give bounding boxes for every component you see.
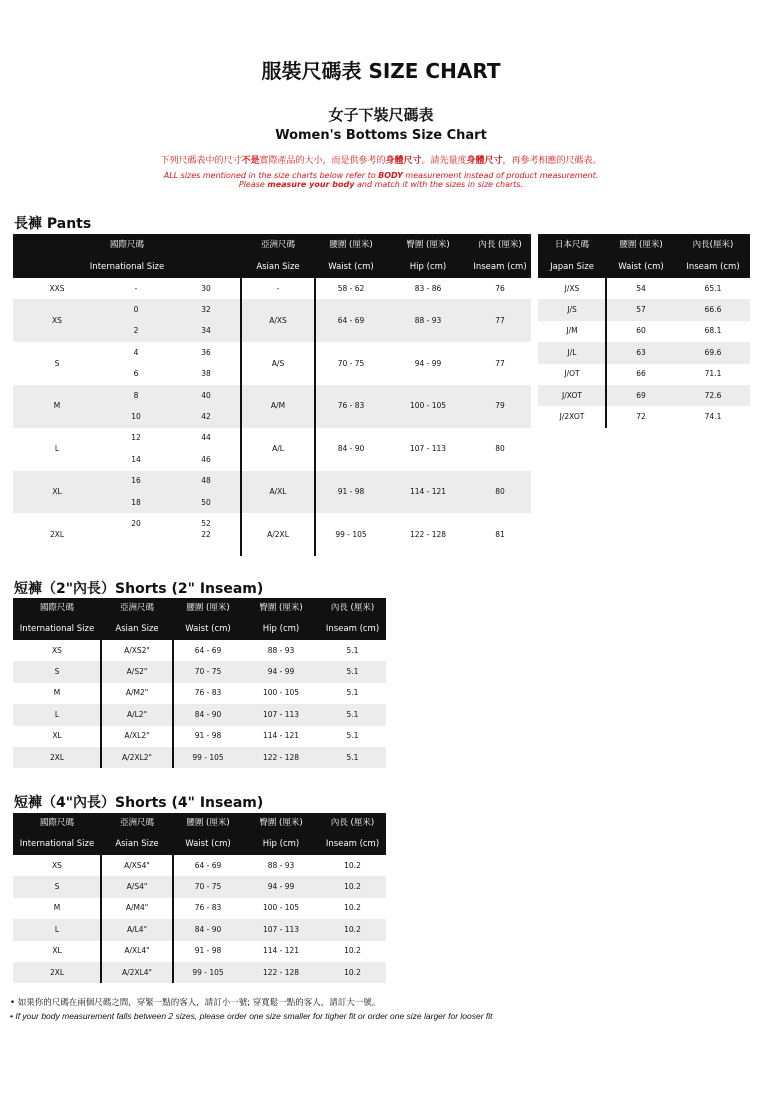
- table-row: [13, 299, 531, 342]
- table-row: [538, 299, 750, 320]
- japan-cell: J/XS: [564, 283, 580, 293]
- divider: [605, 278, 607, 428]
- pants-header-zh: 腰圍 (厘米): [329, 240, 373, 250]
- table-row: [538, 278, 750, 299]
- waist: 84 - 90: [337, 444, 365, 454]
- shorts4-cell: A/L4": [126, 924, 148, 934]
- table-row: [13, 513, 531, 556]
- hip: 94 - 99: [414, 358, 442, 368]
- eu-size: 30: [201, 283, 211, 293]
- pants-header-en: Inseam (cm): [473, 262, 527, 272]
- us-size: 10: [131, 412, 141, 422]
- japan-cell: 72: [636, 412, 646, 422]
- japan-cell: 57: [636, 305, 646, 315]
- divider: [240, 278, 242, 556]
- japan-cell: J/L: [567, 347, 577, 357]
- shorts4-header-en: Waist (cm): [185, 839, 231, 849]
- japan-header-en: Japan Size: [550, 262, 594, 272]
- divider: [100, 640, 102, 768]
- japan-cell: 68.1: [704, 326, 722, 336]
- shorts2-cell: 107 - 113: [262, 709, 300, 719]
- shorts4-cell: 76 - 83: [194, 903, 222, 913]
- shorts4-cell: 114 - 121: [262, 946, 300, 956]
- shorts4-cell: 10.2: [344, 882, 361, 892]
- table-row: [538, 321, 750, 342]
- pants-header-en: International Size: [89, 262, 165, 272]
- japan-cell: 69.6: [704, 347, 722, 357]
- eu-size: 40: [201, 390, 211, 400]
- pants-section-title: 長褲 Pants: [14, 216, 92, 232]
- shorts4-header-zh: 內長 (厘米): [330, 818, 375, 828]
- asian-size: A/L: [272, 444, 284, 454]
- eu-size: 34: [201, 326, 211, 336]
- japan-cell: 74.1: [704, 412, 722, 422]
- pants-header-en: Asian Size: [256, 262, 300, 272]
- shorts4-cell: A/XL4": [124, 946, 150, 956]
- inseam: 76: [495, 283, 505, 293]
- shorts4-cell: 10.2: [344, 860, 361, 870]
- waist: 91 - 98: [337, 486, 365, 496]
- japan-cell: 72.6: [704, 390, 722, 400]
- shorts4-cell: XS: [52, 860, 62, 870]
- asian-size: A/S: [271, 358, 285, 368]
- shorts4-cell: S: [54, 882, 60, 892]
- shorts2-header-zh: 臀圍 (厘米): [259, 603, 303, 613]
- shorts2-cell: 84 - 90: [194, 709, 222, 719]
- shorts2-header-en: Asian Size: [115, 624, 159, 634]
- subtitle-en: Women's Bottoms Size Chart: [275, 128, 487, 143]
- divider: [172, 640, 174, 768]
- shorts2-cell: 114 - 121: [262, 731, 300, 741]
- shorts2-cell: 5.1: [346, 709, 359, 719]
- japan-header-zh: 腰圍 (厘米): [619, 240, 663, 250]
- shorts4-table: [13, 813, 386, 985]
- shorts2-header-zh: 國際尺碼: [39, 603, 74, 613]
- waist: 99 - 105: [335, 529, 367, 539]
- japan-cell: 54: [636, 283, 646, 293]
- us-size: 8: [133, 390, 139, 400]
- japan-cell: J/M: [566, 326, 578, 336]
- shorts2-header-en: Inseam (cm): [325, 624, 380, 634]
- inseam: 80: [495, 444, 505, 454]
- japan-header-en: Inseam (cm): [686, 262, 740, 272]
- shorts2-header-zh: 腰圍 (厘米): [186, 603, 230, 613]
- table-row: [13, 428, 531, 471]
- asian-size: A/XS: [269, 315, 287, 325]
- eu-size: 50: [201, 497, 211, 507]
- shorts4-cell: 94 - 99: [267, 882, 295, 892]
- shorts4-cell: XL: [52, 946, 62, 956]
- shorts4-cell: 10.2: [344, 946, 361, 956]
- table-row: [13, 747, 386, 768]
- shorts2-section-title: 短褲（2"內長）Shorts (2" Inseam): [14, 581, 264, 597]
- asian-size: A/M: [270, 401, 286, 411]
- pants-table: [13, 234, 531, 558]
- shorts4-cell: A/2XL4": [122, 967, 152, 977]
- table-row: [13, 898, 386, 919]
- shorts4-cell: A/XS4": [124, 860, 150, 870]
- shorts2-cell: 2XL: [49, 752, 65, 762]
- intl-size: XS: [52, 315, 62, 325]
- table-row: [538, 342, 750, 363]
- footer-note-en: • If your body measurement falls between 2 sizes, please order one size smaller for tigher fit or order one size larger for looser fit: [10, 1011, 493, 1021]
- shorts2-cell: 5.1: [346, 667, 359, 677]
- us-size: 2: [133, 326, 139, 336]
- table-row: [13, 661, 386, 682]
- japan-cell: 63: [636, 347, 646, 357]
- japan-size-table: [538, 234, 750, 430]
- shorts4-cell: 84 - 90: [194, 924, 222, 934]
- eu-size: 48: [201, 476, 211, 486]
- hip: 122 - 128: [409, 529, 447, 539]
- pants-header-zh: 國際尺碼: [109, 240, 144, 250]
- shorts4-header: [13, 813, 386, 855]
- eu-size: 38: [201, 369, 211, 379]
- pants-header-zh: 亞洲尺碼: [260, 240, 295, 250]
- pants-header-zh: 臀圍 (厘米): [406, 240, 450, 250]
- table-row: [13, 855, 386, 876]
- shorts2-cell: 70 - 75: [194, 667, 222, 677]
- table-row: [538, 385, 750, 406]
- us-size: 14: [131, 454, 141, 464]
- shorts4-cell: A/M4": [125, 903, 149, 913]
- note-en-1: ALL sizes mentioned in the size charts below refer to BODY measurement instead of product measurement.: [163, 171, 599, 180]
- shorts4-header-zh: 腰圍 (厘米): [186, 818, 230, 828]
- shorts2-cell: 76 - 83: [194, 688, 222, 698]
- shorts4-cell: 2XL: [49, 967, 65, 977]
- eu-size: 42: [201, 412, 211, 422]
- inseam: 77: [495, 315, 505, 325]
- waist: 70 - 75: [337, 358, 365, 368]
- table-row: [13, 471, 531, 514]
- shorts2-cell: 64 - 69: [194, 645, 222, 655]
- shorts2-table: [13, 598, 386, 770]
- shorts2-cell: S: [54, 667, 60, 677]
- shorts2-header-zh: 亞洲尺碼: [119, 603, 154, 613]
- intl-size: M: [53, 401, 61, 411]
- shorts2-cell: 94 - 99: [267, 667, 295, 677]
- pants-header: [13, 234, 531, 278]
- shorts4-header-zh: 亞洲尺碼: [119, 818, 154, 828]
- japan-cell: 69: [636, 390, 646, 400]
- intl-size: L: [54, 444, 60, 454]
- pants-header-en: Waist (cm): [328, 262, 374, 272]
- shorts2-cell: 100 - 105: [262, 688, 300, 698]
- shorts2-cell: 91 - 98: [194, 731, 222, 741]
- asian-size: A/2XL: [267, 529, 289, 539]
- shorts2-cell: M: [53, 688, 61, 698]
- us-size: 12: [131, 433, 141, 443]
- japan-cell: J/XOT: [562, 390, 582, 400]
- table-row: [13, 962, 386, 983]
- shorts2-cell: A/S2": [126, 667, 148, 677]
- waist: 58 - 62: [337, 283, 365, 293]
- us-size: 4: [133, 347, 139, 357]
- japan-cell: J/S: [567, 305, 577, 315]
- shorts4-cell: M: [53, 903, 61, 913]
- shorts2-cell: A/XS2": [124, 645, 150, 655]
- table-row: [13, 704, 386, 725]
- shorts2-cell: XL: [52, 731, 62, 741]
- inseam: 81: [495, 529, 505, 539]
- shorts4-cell: 122 - 128: [262, 967, 300, 977]
- table-row: [13, 640, 386, 661]
- shorts2-cell: XS: [52, 645, 62, 655]
- table-row: [13, 876, 386, 897]
- japan-cell: J/2XOT: [559, 412, 585, 422]
- shorts4-cell: 10.2: [344, 967, 361, 977]
- table-row: [13, 683, 386, 704]
- shorts4-header-en: Asian Size: [115, 839, 159, 849]
- hip: 107 - 113: [409, 444, 447, 454]
- divider: [314, 278, 316, 556]
- eu-size: 36: [201, 347, 211, 357]
- japan-cell: 71.1: [704, 369, 722, 379]
- eu-size: 32: [201, 305, 211, 315]
- shorts2-header-en: International Size: [19, 624, 95, 634]
- table-row: [13, 385, 531, 428]
- shorts2-cell: A/XL2": [124, 731, 150, 741]
- pants-header-zh: 內長 (厘米): [478, 240, 522, 250]
- us-size: 22: [201, 529, 211, 539]
- footer-note-zh: • 如果你的尺碼在兩個尺碼之間，穿緊一點的客人，請訂小一號; 穿寬鬆一點的客人，請訂大一號。: [10, 998, 381, 1008]
- waist: 64 - 69: [337, 315, 365, 325]
- japan-cell: 60: [636, 326, 646, 336]
- table-row: [13, 919, 386, 940]
- shorts2-cell: A/2XL2": [122, 752, 152, 762]
- intl-size: XL: [52, 486, 62, 496]
- shorts4-cell: 88 - 93: [267, 860, 295, 870]
- japan-cell: J/OT: [564, 369, 580, 379]
- shorts4-header-en: Inseam (cm): [325, 839, 380, 849]
- us-size: 6: [133, 369, 139, 379]
- eu-size: 44: [201, 433, 211, 443]
- shorts2-header-en: Hip (cm): [262, 624, 300, 634]
- us-size: 0: [133, 305, 139, 315]
- japan-header-en: Waist (cm): [618, 262, 664, 272]
- japan-header-zh: 日本尺碼: [554, 240, 589, 250]
- table-row: [13, 726, 386, 747]
- us-size: 20: [131, 519, 141, 529]
- hip: 114 - 121: [409, 486, 447, 496]
- shorts2-cell: 122 - 128: [262, 752, 300, 762]
- shorts2-cell: 5.1: [346, 752, 359, 762]
- shorts4-cell: 100 - 105: [262, 903, 300, 913]
- asian-size: -: [276, 283, 280, 293]
- japan-header: [538, 234, 750, 278]
- table-row: [538, 364, 750, 385]
- shorts4-header-zh: 臀圍 (厘米): [259, 818, 303, 828]
- intl-size: S: [54, 358, 60, 368]
- us-size: 18: [131, 497, 141, 507]
- shorts4-cell: 91 - 98: [194, 946, 222, 956]
- table-row: [13, 941, 386, 962]
- shorts4-cell: 10.2: [344, 924, 361, 934]
- japan-cell: 66.6: [704, 305, 722, 315]
- shorts2-cell: L: [54, 709, 60, 719]
- shorts2-cell: 88 - 93: [267, 645, 295, 655]
- subtitle-zh: 女子下裝尺碼表: [328, 106, 434, 124]
- shorts4-cell: 64 - 69: [194, 860, 222, 870]
- us-size: -: [134, 283, 138, 293]
- shorts2-cell: 5.1: [346, 688, 359, 698]
- us-size: 16: [131, 476, 141, 486]
- shorts2-header-en: Waist (cm): [185, 624, 231, 634]
- shorts2-cell: 5.1: [346, 645, 359, 655]
- shorts2-header-zh: 內長 (厘米): [330, 603, 375, 613]
- shorts4-cell: A/S4": [126, 882, 148, 892]
- hip: 100 - 105: [409, 401, 447, 411]
- divider: [172, 855, 174, 983]
- table-row: [13, 278, 531, 299]
- note-en-2: Please measure your body and match it with the sizes in size charts.: [238, 180, 524, 189]
- waist: 76 - 83: [337, 401, 365, 411]
- hip: 83 - 86: [414, 283, 442, 293]
- japan-cell: 65.1: [704, 283, 722, 293]
- shorts4-header-en: Hip (cm): [262, 839, 300, 849]
- table-row: [13, 342, 531, 385]
- shorts4-header-zh: 國際尺碼: [39, 818, 74, 828]
- shorts2-header: [13, 598, 386, 640]
- eu-size: 46: [201, 454, 211, 464]
- hip: 88 - 93: [414, 315, 442, 325]
- shorts2-cell: 99 - 105: [192, 752, 224, 762]
- shorts4-header-en: International Size: [19, 839, 95, 849]
- pants-header-en: Hip (cm): [409, 262, 447, 272]
- shorts2-cell: 5.1: [346, 731, 359, 741]
- intl-size: XXS: [49, 283, 65, 293]
- table-row: [538, 406, 750, 427]
- japan-cell: 66: [636, 369, 646, 379]
- divider: [100, 855, 102, 983]
- shorts4-section-title: 短褲（4"內長）Shorts (4" Inseam): [14, 795, 264, 811]
- shorts4-cell: L: [54, 924, 60, 934]
- note-zh: 下列尺碼表中的尺寸不是實際產品的大小，而是供參考的身體尺寸。請先量度身體尺寸，再參考相應的尺碼表。: [160, 156, 602, 166]
- eu-size: 52: [201, 519, 211, 529]
- shorts4-cell: 10.2: [344, 903, 361, 913]
- inseam: 77: [495, 358, 505, 368]
- shorts2-cell: A/L2": [126, 709, 148, 719]
- shorts4-cell: 70 - 75: [194, 882, 222, 892]
- shorts2-cell: A/M2": [125, 688, 149, 698]
- asian-size: A/XL: [269, 486, 287, 496]
- intl-size: 2XL: [49, 529, 65, 539]
- shorts4-cell: 107 - 113: [262, 924, 300, 934]
- page-title: 服裝尺碼表 SIZE CHART: [261, 59, 501, 83]
- japan-header-zh: 內長(厘米): [692, 240, 734, 250]
- shorts4-cell: 99 - 105: [192, 967, 224, 977]
- inseam: 79: [495, 401, 505, 411]
- inseam: 80: [495, 486, 505, 496]
